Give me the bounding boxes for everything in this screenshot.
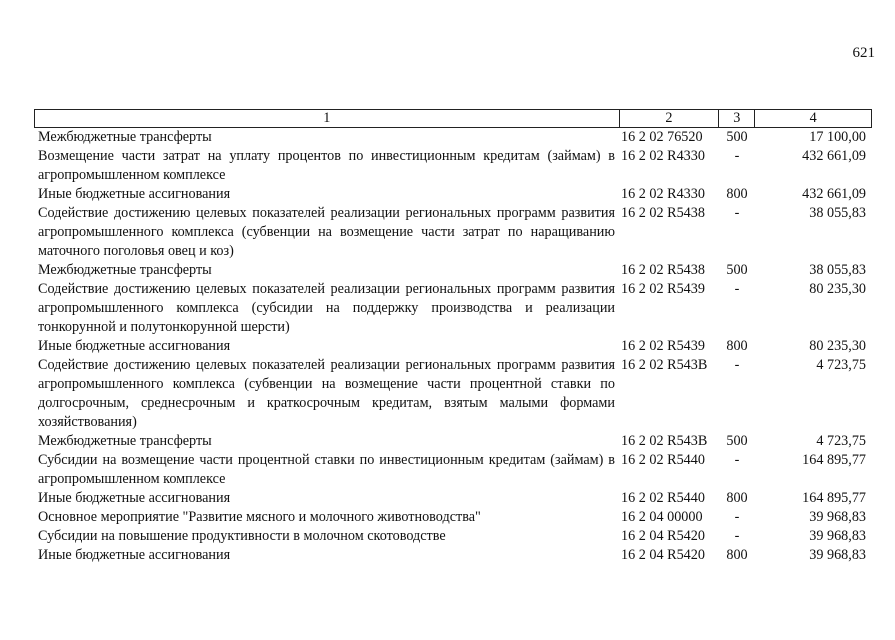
row-type: - bbox=[734, 205, 740, 221]
row-name: Содействие достижению целевых показателей реализации региональных программ развития агропромышленного комплекса (субвенции на возмещение части процентной ставки по долгосрочным, среднесрочным и краткосрочным кредитам, взятым малыми формами хозяйствования) bbox=[38, 357, 615, 430]
row-amount: 38 055,83 bbox=[809, 205, 866, 221]
row-amount: 432 661,09 bbox=[802, 186, 866, 202]
row-type: 500 bbox=[726, 129, 748, 145]
row-amount: 164 895,77 bbox=[802, 452, 866, 468]
row-amount: 39 968,83 bbox=[809, 528, 866, 544]
row-name: Субсидии на повышение продуктивности в молочном скотоводстве bbox=[38, 528, 446, 544]
row-amount: 164 895,77 bbox=[802, 490, 866, 506]
table-row bbox=[34, 489, 872, 508]
row-code: 16 2 02 R5440 bbox=[621, 452, 705, 468]
page-number: 621 bbox=[852, 45, 875, 61]
table-row bbox=[34, 185, 872, 204]
table-row bbox=[34, 261, 872, 280]
row-type: - bbox=[734, 509, 740, 525]
table-row bbox=[34, 128, 872, 147]
row-type: - bbox=[734, 281, 740, 297]
row-type: 800 bbox=[726, 338, 748, 354]
row-type: - bbox=[734, 528, 740, 544]
row-type: - bbox=[734, 452, 740, 468]
row-name: Субсидии на возмещение части процентной ставки по инвестиционным кредитам (займам) в агропромышленном комплексе bbox=[38, 452, 615, 487]
row-type: - bbox=[734, 148, 740, 164]
row-code: 16 2 02 R5439 bbox=[621, 338, 705, 354]
column-header-4: 4 bbox=[754, 110, 871, 127]
row-name: Основное мероприятие "Развитие мясного и молочного животноводства" bbox=[38, 509, 481, 525]
row-amount: 4 723,75 bbox=[816, 357, 866, 373]
row-code: 16 2 02 R543B bbox=[621, 433, 708, 449]
row-name: Содействие достижению целевых показателей реализации региональных программ развития агропромышленного комплекса (субсидии на поддержку производства и реализации тонкорунной и полутонкорунной шерсти) bbox=[38, 281, 615, 335]
row-name: Межбюджетные трансферты bbox=[38, 129, 212, 145]
row-type: 800 bbox=[726, 186, 748, 202]
row-amount: 80 235,30 bbox=[809, 281, 866, 297]
row-name: Иные бюджетные ассигнования bbox=[38, 186, 231, 202]
row-code: 16 2 02 R5439 bbox=[621, 281, 705, 297]
row-amount: 38 055,83 bbox=[809, 262, 866, 278]
row-type: 500 bbox=[726, 262, 748, 278]
row-type: 800 bbox=[726, 547, 748, 563]
row-type: 500 bbox=[726, 433, 748, 449]
row-amount: 432 661,09 bbox=[802, 148, 866, 164]
table-row bbox=[34, 204, 872, 261]
row-name: Возмещение части затрат на уплату процентов по инвестиционным кредитам (займам) в агропромышленном комплексе bbox=[38, 148, 615, 183]
row-type: - bbox=[734, 357, 740, 373]
row-amount: 39 968,83 bbox=[809, 547, 866, 563]
row-name: Межбюджетные трансферты bbox=[38, 262, 212, 278]
table-row bbox=[34, 147, 872, 185]
row-amount: 17 100,00 bbox=[809, 129, 866, 145]
table-row bbox=[34, 527, 872, 546]
row-type: 800 bbox=[726, 490, 748, 506]
row-amount: 80 235,30 bbox=[809, 338, 866, 354]
table-row bbox=[34, 432, 872, 451]
column-header-1: 1 bbox=[323, 110, 331, 126]
table-row bbox=[34, 451, 872, 489]
column-header-3: 3 bbox=[718, 110, 754, 127]
row-code: 16 2 04 00000 bbox=[621, 509, 703, 525]
table-row bbox=[34, 356, 872, 432]
row-name: Иные бюджетные ассигнования bbox=[38, 547, 231, 563]
row-code: 16 2 02 R5438 bbox=[621, 262, 705, 278]
table-row bbox=[34, 337, 872, 356]
row-code: 16 2 04 R5420 bbox=[621, 547, 705, 563]
row-code: 16 2 04 R5420 bbox=[621, 528, 705, 544]
budget-table bbox=[34, 109, 872, 565]
row-code: 16 2 02 R5440 bbox=[621, 490, 705, 506]
table-row bbox=[34, 508, 872, 527]
row-code: 16 2 02 R543B bbox=[621, 357, 708, 373]
row-code: 16 2 02 R5438 bbox=[621, 205, 705, 221]
table-row bbox=[34, 280, 872, 337]
row-amount: 39 968,83 bbox=[809, 509, 866, 525]
row-name: Межбюджетные трансферты bbox=[38, 433, 212, 449]
row-code: 16 2 02 R4330 bbox=[621, 148, 705, 164]
row-code: 16 2 02 R4330 bbox=[621, 186, 705, 202]
row-name: Иные бюджетные ассигнования bbox=[38, 490, 231, 506]
table-row bbox=[34, 546, 872, 565]
table-header bbox=[34, 109, 872, 128]
row-code: 16 2 02 76520 bbox=[621, 129, 703, 145]
row-name: Иные бюджетные ассигнования bbox=[38, 338, 231, 354]
column-header-2: 2 bbox=[619, 110, 719, 127]
row-name: Содействие достижению целевых показателей реализации региональных программ развития агропромышленного комплекса (субвенции на возмещение части затрат по наращиванию маточного поголовья овец и коз) bbox=[38, 205, 615, 259]
row-amount: 4 723,75 bbox=[816, 433, 866, 449]
